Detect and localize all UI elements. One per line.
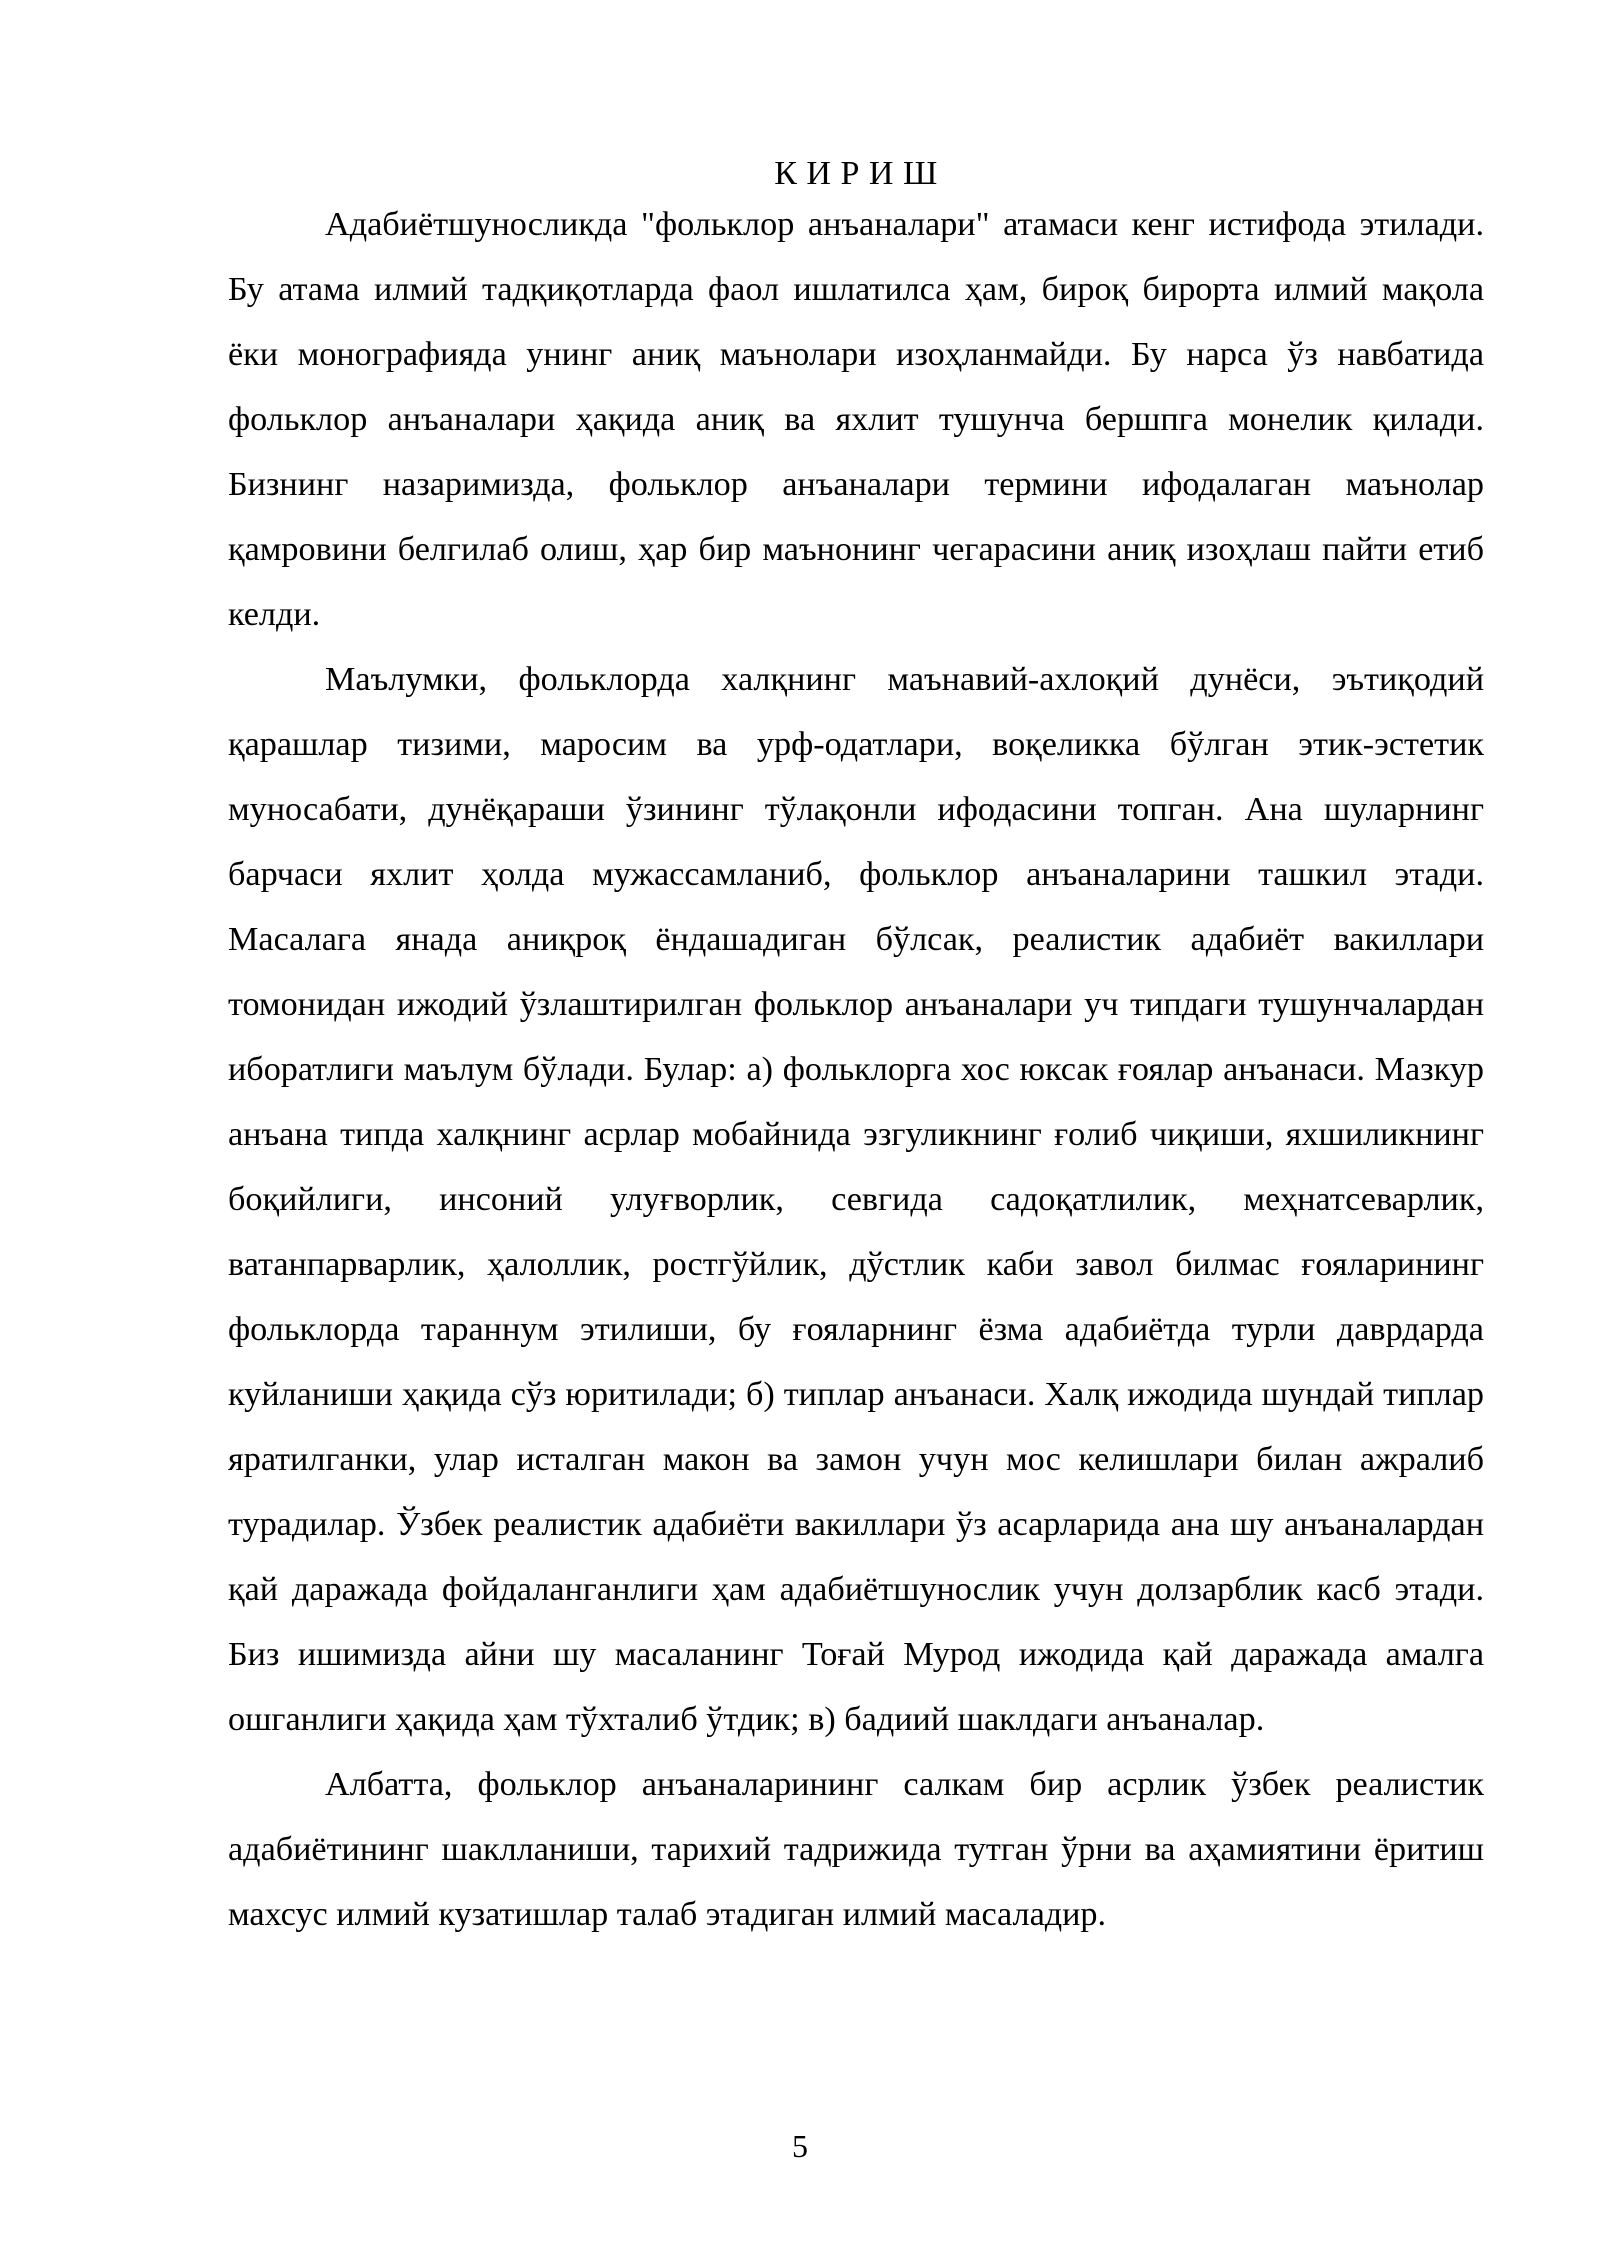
- paragraph-2: Маълумки, фольклорда халқнинг маънавий-ахлоқий дунёси, эътиқодий қарашлар тизими, маросим ва урф-одатлари, воқеликка бўлган этик-эстетик муносабати, дунёқараши ўзининг тўлақонли ифодасини топган. Ана шуларнинг барчаси яхлит ҳолда мужассамланиб, фольклор анъаналарини ташкил этади. Масалага янада аниқроқ ёндашадиган бўлсак, реалистик адабиёт вакиллари томонидан ижодий ўзлаштирилган фольклор анъаналари уч типдаги тушунчалардан иборатлиги маълум бўлади. Булар: а) фольклорга хос юксак ғоялар анъанаси. Мазкур анъана типда халқнинг асрлар мобайнида эзгуликнинг ғолиб чиқиши, яхшиликнинг боқийлиги, инсоний улуғворлик, севгида садоқатлилик, меҳнатсеварлик, ватанпарварлик, ҳалоллик, ростгўйлик, дўстлик каби завол билмас ғояларининг фольклорда тараннум этилиши, бу ғояларнинг ёзма адабиётда турли даврдарда куйланиши ҳақида сўз юритилади; б) типлар анъанаси. Халқ ижодида шундай типлар яратилганки, улар исталган макон ва замон учун мос келишлари билан ажралиб турадилар. Ўзбек реалистик адабиёти вакиллари ўз асарларида ана шу анъаналардан қай даражада фойдаланганлиги ҳам адабиётшунослик учун долзарблик касб этади. Биз ишимизда айни шу масаланинг Тоғай Мурод ижодида қай даражада амалга ошганлиги ҳақида ҳам тўхталиб ўтдик; в) бадиий шаклдаги анъаналар.: [228, 661, 1484, 1738]
- body-text: [228, 192, 1484, 1947]
- page-heading: К И Р И Ш: [774, 155, 938, 192]
- paragraph-1: Адабиётшуносликда "фольклор анъаналари" атамаси кенг истифода этилади. Бу атама илмий тадқиқотларда фаол ишлатилса ҳам, бироқ бирорта илмий мақола ёки монографияда унинг аниқ маънолари изоҳланмайди. Бу нарса ўз навбатида фольклор анъаналари ҳақида аниқ ва яхлит тушунча бершпга монелик қилади. Бизнинг назаримизда, фольклор анъаналари термини ифодалаган маънолар қамровини белгилаб олиш, ҳар бир маънонинг чегарасини аниқ изоҳлаш пайти етиб келди.: [228, 206, 1484, 633]
- paragraph-3: Албатта, фольклор анъаналарининг салкам бир асрлик ўзбек реалистик адабиётининг шаклланиши, тарихий тадрижида тутган ўрни ва аҳамиятини ёритиш махсус илмий кузатишлар талаб этадиган илмий масаладир.: [228, 1766, 1484, 1933]
- page-number: 5: [792, 2128, 808, 2164]
